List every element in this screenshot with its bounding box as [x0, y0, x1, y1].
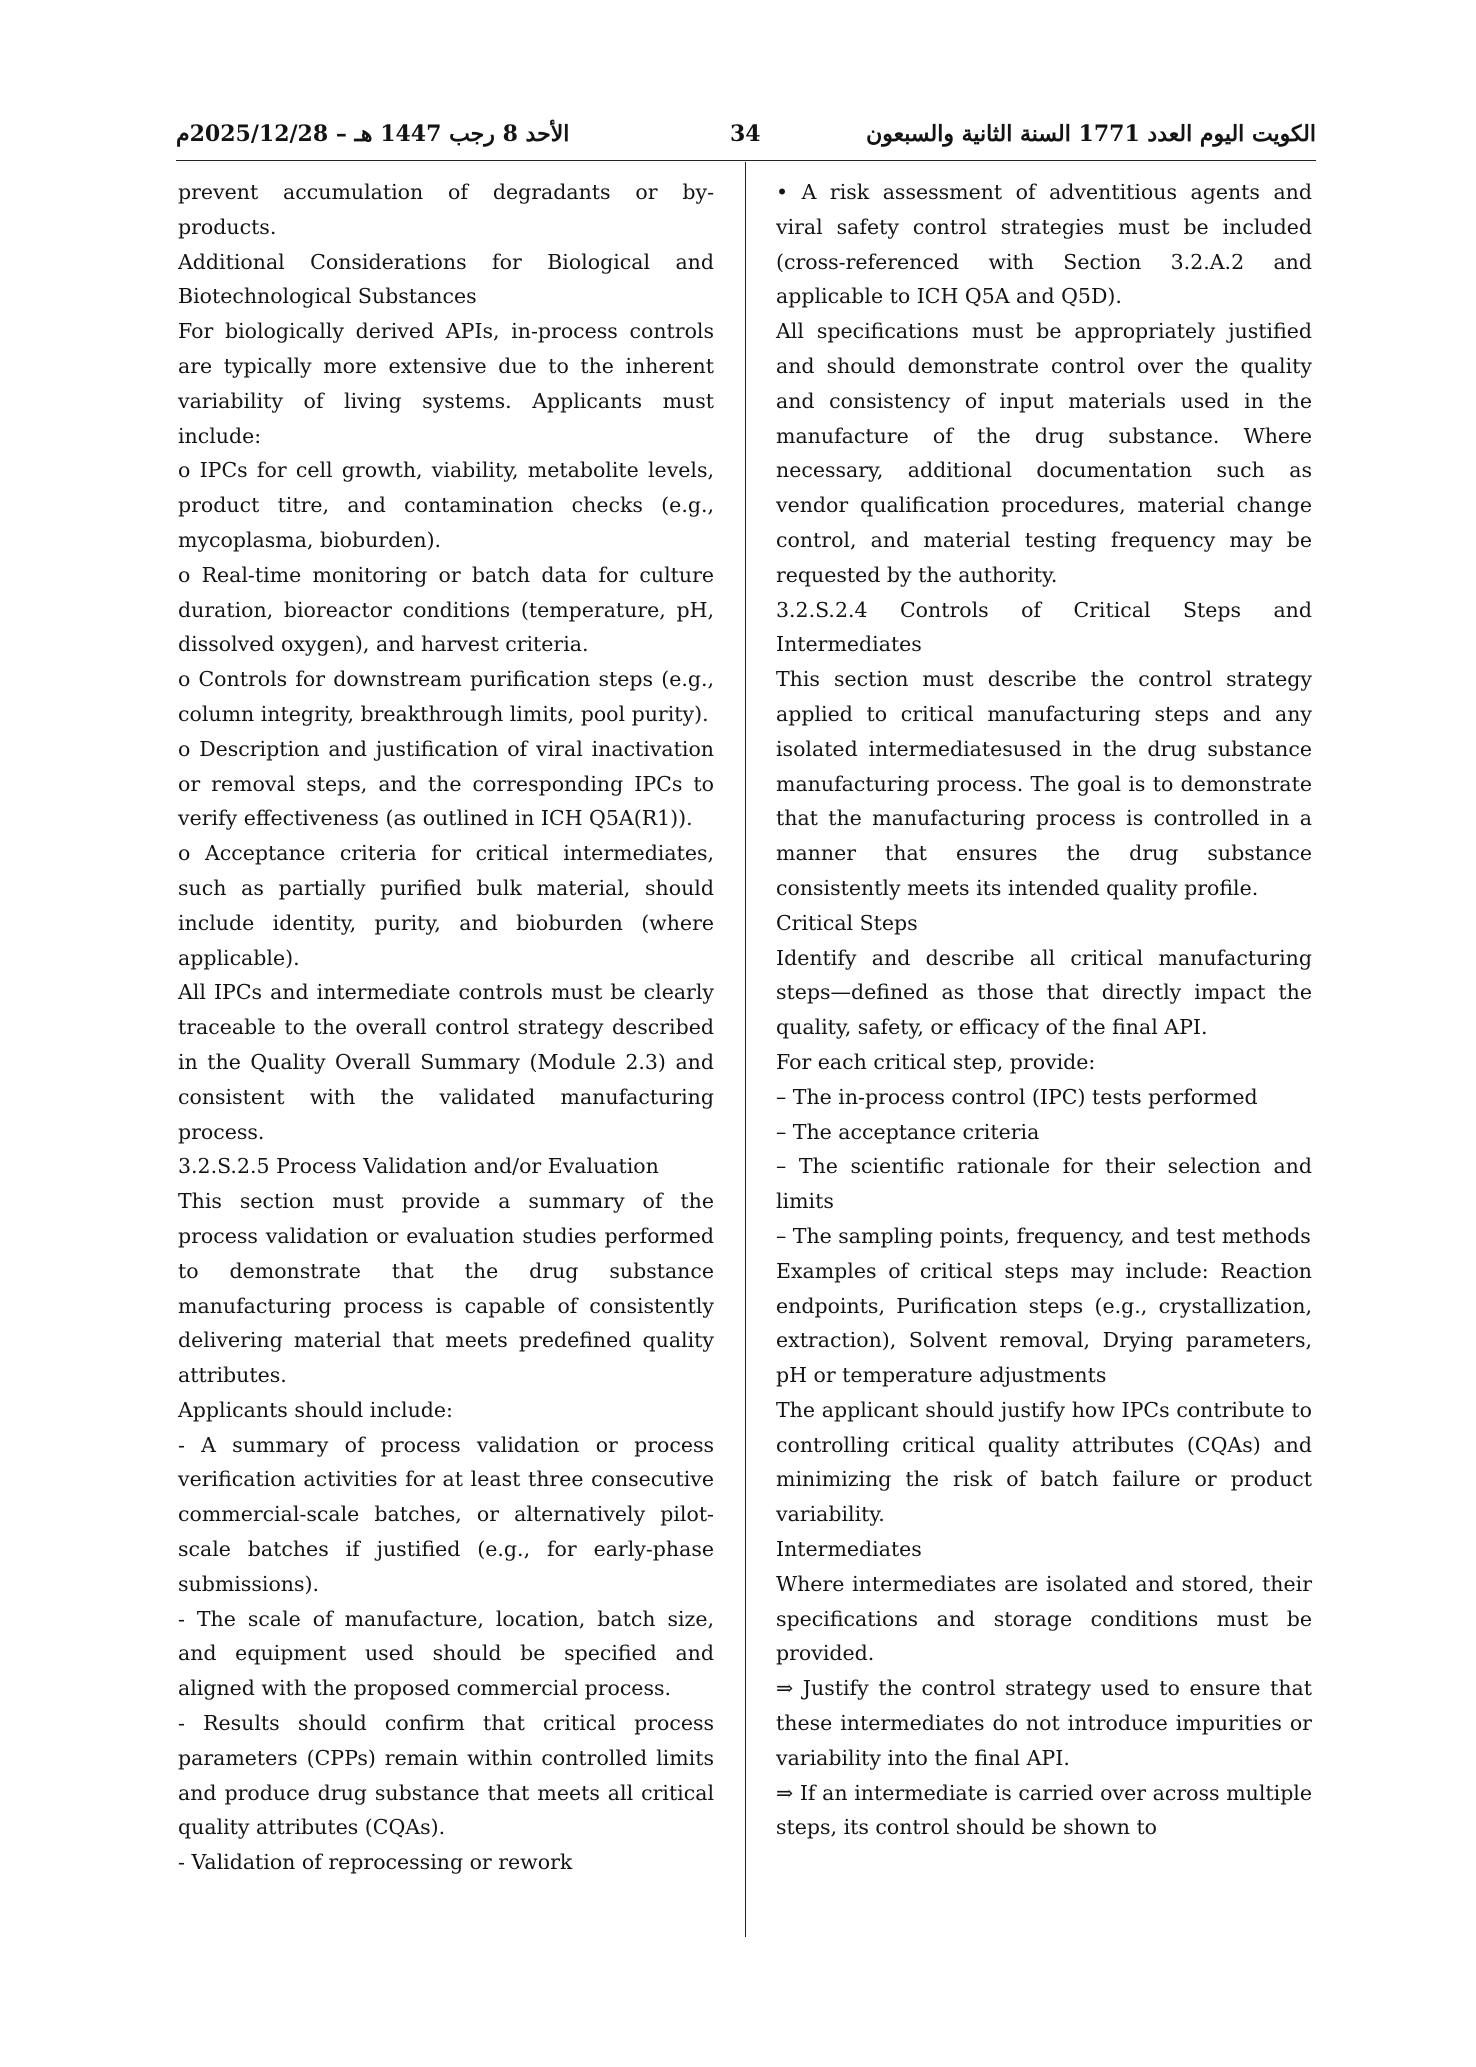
- list-item: – The scientific rationale for their selection and limits: [776, 1154, 1312, 1214]
- paragraph: For biologically derived APIs, in-process controls are typically more extensive due to the inherent variability of living systems. Applicants must include:: [178, 319, 714, 448]
- paragraph: This section must provide a summary of the process validation or evaluation studies performed to demonstrate that the drug substance manufacturing process is capable of consistently delivering material that meets predefined quality attributes.: [178, 1189, 714, 1388]
- list-item: - Results should confirm that critical process parameters (CPPs) remain within controlled limits and produce drug substance that meets all critical quality attributes (CQAs).: [178, 1711, 714, 1840]
- section-heading: Intermediates: [776, 1537, 922, 1562]
- header-rule: [176, 160, 1316, 161]
- paragraph: Examples of critical steps may include: Reaction endpoints, Purification steps (e.g., crystallization, extraction), Solvent removal, Drying parameters, pH or temperature adjustments: [776, 1258, 1312, 1388]
- paragraph: Where intermediates are isolated and stored, their specifications and storage conditions must be provided.: [776, 1571, 1312, 1666]
- section-heading: Additional Considerations for Biological and Biotechnological Substances: [178, 249, 714, 309]
- list-item: o Real-time monitoring or batch data for culture duration, bioreactor conditions (temperature, pH, dissolved oxygen), and harvest criteria.: [178, 562, 714, 657]
- header-date: الأحد 8 رجب 1447 هـ – 2025/12/28م: [176, 121, 570, 147]
- paragraph: The applicant should justify how IPCs contribute to controlling critical quality attributes (CQAs) and minimizing the risk of batch failure or product variability.: [776, 1397, 1312, 1527]
- paragraph: For each critical step, provide:: [776, 1049, 1096, 1074]
- section-heading: 3.2.S.2.5 Process Validation and/or Evaluation: [178, 1154, 659, 1179]
- paragraph: Identify and describe all critical manufacturing steps—defined as those that directly impact the quality, safety, or efficacy of the final API.: [776, 945, 1312, 1040]
- list-item: - A summary of process validation or process verification activities for at least three consecutive commercial-scale batches, or alternatively pilot-scale batches if justified (e.g., for early-phase submissions).: [178, 1432, 714, 1596]
- list-item: – The in-process control (IPC) tests performed: [776, 1084, 1258, 1109]
- paragraph: All specifications must be appropriately justified and should demonstrate control over the quality and consistency of input materials used in the manufacture of the drug substance. Where necessary, additional documentation such as vendor qualification procedures, material change control, and material testing frequency may be requested by the authority.: [776, 319, 1312, 587]
- column-divider: [745, 162, 746, 1937]
- list-item: - Validation of reprocessing or rework: [178, 1850, 573, 1875]
- paragraph: prevent accumulation of degradants or by-products.: [178, 180, 714, 239]
- list-item: – The sampling points, frequency, and test methods: [776, 1223, 1311, 1248]
- list-item: o IPCs for cell growth, viability, metabolite levels, product titre, and contamination checks (e.g., mycoplasma, bioburden).: [178, 458, 714, 552]
- list-item: • A risk assessment of adventitious agents and viral safety control strategies must be included (cross-referenced with Section 3.2.A.2 and applicable to ICH Q5A and Q5D).: [776, 180, 1312, 309]
- section-heading: Critical Steps: [776, 910, 918, 935]
- list-item: – The acceptance criteria: [776, 1119, 1040, 1144]
- list-item: o Description and justification of viral inactivation or removal steps, and the corresponding IPCs to verify effectiveness (as outlined in ICH Q5A(R1)).: [178, 736, 714, 831]
- list-item: ⇒ If an intermediate is carried over across multiple steps, its control should be shown to: [776, 1780, 1312, 1840]
- left-column: [178, 175, 714, 1880]
- page-number: 34: [730, 121, 761, 147]
- list-item: o Controls for downstream purification steps (e.g., column integrity, breakthrough limits, pool purity).: [178, 667, 714, 726]
- page-header: [176, 117, 1316, 161]
- paragraph: Applicants should include:: [178, 1397, 453, 1422]
- paragraph: This section must describe the control strategy applied to critical manufacturing steps and any isolated intermediatesused in the drug substance manufacturing process. The goal is to demonstrate that the manufacturing process is controlled in a manner that ensures the drug substance consistently meets its intended quality profile.: [776, 667, 1312, 900]
- header-issue: الكويت اليوم العدد 1771 السنة الثانية والسبعون: [866, 121, 1316, 147]
- list-item: ⇒ Justify the control strategy used to ensure that these intermediates do not introduce impurities or variability into the final API.: [776, 1676, 1312, 1770]
- list-item: - The scale of manufacture, location, batch size, and equipment used should be specified and aligned with the proposed commercial process.: [178, 1606, 714, 1701]
- paragraph: All IPCs and intermediate controls must be clearly traceable to the overall control strategy described in the Quality Overall Summary (Module 2.3) and consistent with the validated manufacturing process.: [178, 980, 714, 1144]
- section-heading: 3.2.S.2.4 Controls of Critical Steps and Intermediates: [776, 597, 1312, 657]
- list-item: o Acceptance criteria for critical intermediates, such as partially purified bulk material, should include identity, purity, and bioburden (where applicable).: [178, 841, 714, 970]
- right-column: [776, 175, 1312, 1845]
